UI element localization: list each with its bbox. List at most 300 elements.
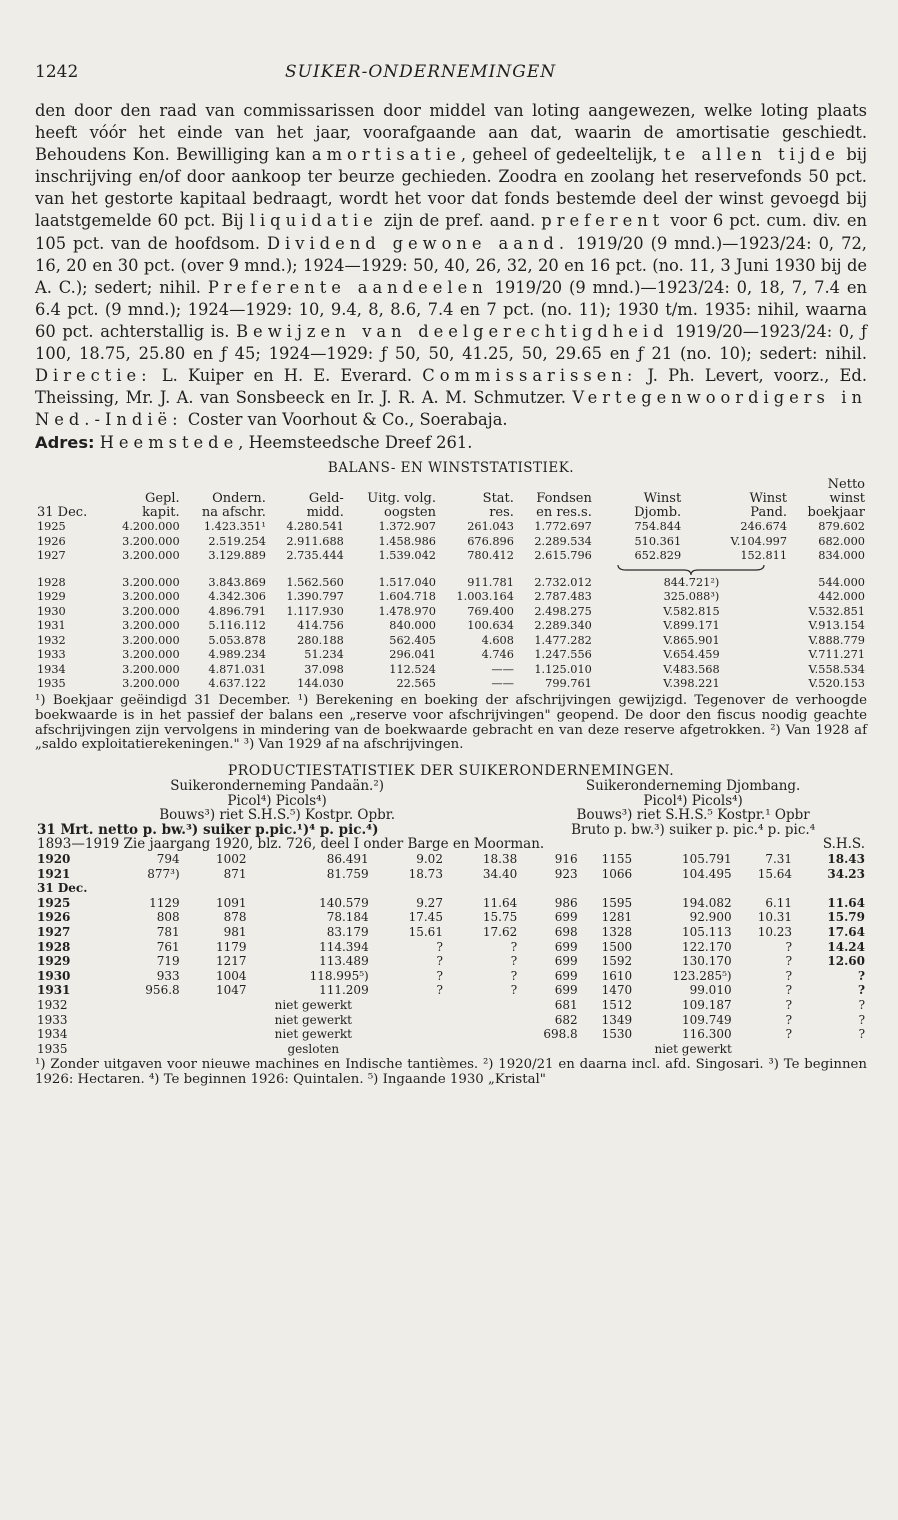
table-cell: 5.116.112 — [208, 619, 266, 633]
year-cell: 1925 — [37, 895, 71, 910]
table-cell: V.888.779 — [808, 633, 865, 647]
brace-row — [35, 564, 867, 576]
table-cell: 15.61 — [408, 925, 443, 940]
table-cell: 1091 — [215, 895, 247, 910]
spaced-text: Commissarissen: — [422, 366, 638, 386]
table-cell: 9.02 — [416, 852, 443, 867]
table-cell: 1155 — [601, 852, 633, 867]
running-title: SUIKER-ONDERNEMINGEN — [285, 62, 557, 82]
table-cell: 808 — [156, 910, 180, 925]
table-cell: 144.030 — [297, 677, 344, 691]
year-cell: 1933 — [37, 1012, 68, 1027]
year-cell: 1926 — [37, 534, 66, 548]
table-cell: 1349 — [601, 1012, 633, 1027]
subheading-right: Suikeronderneming Djombang. — [585, 778, 801, 795]
table-cell: 562.405 — [389, 633, 436, 647]
table-cell: 1.423.351¹ — [203, 520, 266, 534]
table-cell: 761 — [156, 939, 180, 954]
table-cell: V.899.171 — [663, 619, 720, 633]
table-cell: 769.400 — [467, 604, 514, 618]
table-cell: 9.27 — [416, 895, 443, 910]
address-city: Heemstede — [99, 433, 239, 453]
table-cell: 3.843.869 — [208, 575, 266, 589]
table-cell: 12.60 — [827, 954, 865, 969]
table-cell: 4.989.234 — [208, 648, 266, 662]
table-cell: 92.900 — [689, 910, 732, 925]
table-cell: ? — [510, 954, 518, 969]
table-cell: 5.053.878 — [208, 633, 266, 647]
year-cell: 1921 — [37, 866, 71, 881]
table-cell: 1.517.040 — [378, 575, 436, 589]
table-cell: 1.477.282 — [534, 633, 592, 647]
table-cell: 261.043 — [467, 520, 514, 534]
table-cell: V.398.221 — [663, 677, 720, 691]
table-cell: 879.602 — [818, 520, 865, 534]
table-row — [35, 1027, 867, 1042]
table-cell: Ondern. — [212, 491, 266, 507]
table-cell: 1281 — [601, 910, 633, 925]
text-run: L. Kuiper en H. E. Everard. — [151, 366, 423, 386]
table-row — [35, 648, 867, 663]
table-cell: 246.674 — [740, 520, 788, 534]
text-run: 1919/20 (9 mnd.)—1923/24: 0, 72, 16, 20 en 30 pct. (over 9 mnd.); 1924—1929: 50, 40, 26, 32, 20 en 16 pct. (no. 11, 3 Juni 1930 bij de A. C.); sedert; nihil. — [35, 233, 867, 297]
table-cell: 10.23 — [757, 925, 793, 940]
table-cell: 2.735.444 — [286, 549, 344, 563]
table-cell: 1179 — [215, 939, 247, 954]
table-cell: 4.342.306 — [208, 590, 266, 604]
table-cell: V.582.815 — [663, 604, 720, 618]
brace-icon — [616, 564, 766, 576]
table-cell: 100.634 — [467, 619, 514, 633]
table-cell: 2.289.534 — [534, 534, 592, 548]
table-cell: 3.200.000 — [122, 633, 180, 647]
table-cell: 1.117.930 — [286, 604, 344, 618]
table-row — [35, 852, 867, 867]
table-cell: 14.24 — [827, 939, 865, 954]
table-cell: 81.759 — [326, 866, 369, 881]
table-row — [35, 983, 867, 998]
table-cell: ? — [436, 983, 443, 998]
table-cell: 1610 — [601, 968, 633, 983]
table-cell: 1002 — [215, 852, 247, 867]
table-cell: 130.170 — [681, 954, 732, 969]
status-cell: niet gewerkt — [654, 1041, 732, 1056]
table-cell: 799.761 — [545, 677, 592, 691]
table-cell: 676.896 — [467, 534, 514, 548]
text-run: den door den raad van commissarissen door middel van loting aangewezen, welke loting plaats heeft vóór het einde van het jaar, voorafgaande aan dat, waarin de amortisatie geschiedt. Behoudens Kon. Bewilliging kan — [35, 101, 867, 165]
table-row — [35, 535, 867, 550]
year-cell: 1928 — [37, 939, 71, 954]
table-cell: 34.23 — [827, 866, 865, 881]
table-cell: ? — [436, 954, 443, 969]
table-cell: Gepl. — [144, 491, 180, 507]
table-cell: 325.088³) — [663, 590, 720, 604]
table-cell: oogsten — [384, 505, 436, 521]
table-cell: V.913.154 — [808, 619, 865, 633]
table-cell: Stat. — [482, 491, 514, 507]
table-cell: 3.200.000 — [122, 619, 180, 633]
page-number: 1242 — [35, 62, 79, 82]
production-title: PRODUCTIESTATISTIEK DER SUIKERONDERNEMINGEN. — [227, 763, 675, 780]
header-right: Bouws³) riet S.H.S.⁵ Kostpr.¹ Opbr — [576, 807, 810, 824]
table-cell: kapit. — [142, 505, 180, 521]
table-cell: 280.188 — [297, 633, 344, 647]
table-cell: Winst — [643, 491, 682, 507]
table-cell: 1.003.164 — [456, 590, 514, 604]
address-label: Adres: — [35, 433, 95, 453]
year-cell: 1932 — [37, 998, 68, 1012]
table-cell: 981 — [223, 925, 247, 940]
table-cell: V.865.901 — [663, 633, 720, 647]
table-cell: 86.491 — [326, 852, 369, 867]
table-cell: 834.000 — [818, 549, 865, 563]
table-cell: 140.579 — [319, 895, 369, 910]
table-cell: 442.000 — [818, 590, 865, 604]
year-cell: 1920 — [37, 852, 71, 867]
table-cell: ? — [436, 939, 443, 954]
table-cell: 3.200.000 — [122, 677, 180, 691]
year-cell: 1927 — [37, 549, 66, 563]
table-cell: Geld- — [308, 491, 344, 507]
table-cell: 17.64 — [827, 925, 865, 940]
table-cell: 1530 — [601, 1027, 633, 1042]
table-row — [35, 910, 867, 925]
table-cell: ? — [857, 968, 865, 983]
year-cell: 1929 — [37, 954, 71, 969]
year-cell — [35, 492, 104, 506]
table-cell: 844.721²) — [663, 575, 720, 589]
table-cell: 104.495 — [681, 866, 732, 881]
table-cell: 123.285⁵) — [672, 968, 732, 983]
table-cell: 2.787.483 — [534, 590, 592, 604]
table-cell: ? — [510, 983, 518, 998]
table-cell: 34.40 — [482, 866, 518, 881]
table-cell: 1.125.010 — [534, 662, 592, 676]
table-cell: 2.911.688 — [286, 534, 344, 548]
year-cell: 1931 — [37, 619, 66, 633]
table-cell: 4.896.791 — [208, 604, 266, 618]
table-cell: Fondsen — [536, 491, 592, 507]
table-cell: 22.565 — [396, 677, 436, 691]
table-cell: 17.45 — [408, 910, 443, 925]
table-cell: 878 — [223, 910, 247, 925]
table-cell: 719 — [156, 954, 180, 969]
production-footnote: ¹) Zonder uitgaven voor nieuwe machines en Indische tantièmes. ²) 1920/21 en daarna incl. afd. Singosari. ³) Te beginnen 1926: Hectaren. ⁴) Te beginnen 1926: Quintalen. ⁵) Ingaande 1930 „Kristal" — [35, 1057, 867, 1088]
table-cell: 2.289.340 — [534, 619, 592, 633]
table-cell: 699 — [554, 968, 578, 983]
table-cell: —— — [491, 677, 514, 691]
table-cell: 840.000 — [389, 619, 436, 633]
table-cell: 699 — [554, 983, 578, 998]
body-paragraph — [35, 100, 867, 431]
header-cell: Netto — [827, 477, 865, 493]
table-cell: 871 — [223, 866, 247, 881]
table-cell: Winst — [749, 491, 788, 507]
table-cell: 3.200.000 — [122, 604, 180, 618]
table-cell: 18.38 — [482, 852, 518, 867]
table-cell: 18.43 — [827, 852, 865, 867]
table-cell: ? — [858, 1027, 865, 1042]
table-cell: 15.75 — [482, 910, 518, 925]
table-cell: 83.179 — [326, 925, 369, 940]
table-cell: V.483.568 — [663, 662, 720, 676]
production-table — [35, 779, 867, 1056]
table-cell: 699 — [554, 954, 578, 969]
table-cell: 2.498.275 — [534, 604, 592, 618]
table-cell: ? — [785, 954, 793, 969]
text-run: J. Ph. Levert, voorz., Ed. Theissing, Mr. J. A. van Sonsbeeck en Ir. J. R. A. M. Schmutzer. — [35, 366, 867, 408]
spaced-text: preferent — [541, 211, 665, 231]
table-cell: 3.200.000 — [122, 534, 180, 548]
table-cell: 1.390.797 — [286, 590, 344, 604]
table-cell: 194.082 — [681, 895, 732, 910]
table-cell: V.711.271 — [808, 648, 865, 662]
table-cell: V.558.534 — [808, 662, 865, 676]
balance-title: BALANS- EN WINSTSTATISTIEK. — [327, 460, 575, 477]
table-cell: ? — [510, 939, 518, 954]
table-cell: 1.247.556 — [534, 648, 592, 662]
table-cell: 877³) — [147, 866, 180, 881]
table-cell: 699 — [554, 939, 578, 954]
table-cell: 78.184 — [326, 910, 369, 925]
table-row — [35, 677, 867, 692]
table-row — [35, 576, 867, 591]
table-cell: 2.615.796 — [534, 549, 592, 563]
table-cell: 15.64 — [757, 866, 793, 881]
table-cell: 3.200.000 — [122, 575, 180, 589]
year-cell: 1929 — [37, 590, 66, 604]
year-cell: 31 Dec. — [37, 505, 88, 521]
address-line — [35, 433, 867, 452]
early-years-note: 1893—1919 Zie jaargang 1920, blz. 726, deel I onder Barge en Moorman. — [37, 836, 545, 853]
table-cell: 116.300 — [681, 1027, 732, 1042]
table-cell: 11.64 — [827, 895, 865, 910]
year-cell: 1926 — [37, 910, 71, 925]
dec-label: 31 Dec. — [37, 881, 88, 896]
table-cell: 10.31 — [757, 910, 793, 925]
table-cell: V.520.153 — [808, 677, 865, 691]
table-cell: 956.8 — [145, 983, 180, 998]
table-cell: 986 — [554, 895, 578, 910]
table-cell: ? — [785, 998, 793, 1012]
spaced-text: liquidatie — [249, 211, 378, 231]
body-text — [35, 100, 867, 431]
table-cell: 105.791 — [681, 852, 732, 867]
table-cell: 51.234 — [304, 648, 344, 662]
table-cell: 7.31 — [765, 852, 793, 867]
table-cell: V.532.851 — [808, 604, 865, 618]
text-run: 1919/20—1923/24: 0, ƒ 100, 18.75, 25.80 en ƒ 45; 1924—1929: ƒ 50, 50, 41.25, 50, 29.65 en ƒ 21 (no. 10); sedert: nihil. — [35, 321, 867, 364]
table-row — [35, 520, 867, 535]
table-cell: 544.000 — [818, 575, 865, 589]
early-years-end: S.H.S. — [822, 836, 865, 853]
table-cell: 1512 — [601, 998, 633, 1012]
table-cell: V.104.997 — [730, 534, 788, 548]
table-cell: 99.010 — [689, 983, 732, 998]
table-cell: 3.200.000 — [122, 590, 180, 604]
table-cell: 698.8 — [543, 1027, 578, 1042]
picol-right: Picol⁴) Picols⁴) — [643, 792, 743, 809]
table-cell: 3.200.000 — [122, 662, 180, 676]
table-cell: 933 — [156, 968, 180, 983]
table-cell: 681 — [554, 998, 578, 1012]
table-cell: 781 — [156, 925, 180, 940]
table-cell: 4.280.541 — [286, 520, 344, 534]
text-run: voor 6 pct. cum. div. en 105 pct. van de hoofdsom. — [35, 211, 867, 253]
table-cell: 1.562.560 — [286, 575, 344, 589]
year-cell: 1931 — [37, 983, 71, 998]
table-cell: 3.129.889 — [208, 549, 266, 563]
table-cell: 3.200.000 — [122, 549, 180, 563]
table-cell: 4.200.000 — [122, 520, 180, 534]
table-cell: winst — [829, 491, 865, 507]
table-cell: en res.s. — [536, 505, 592, 521]
text-run: bij inschrijving en/of door aankoop ter beurze gechieden. Zoodra en zoolang het reservefonds 50 pct. van het gestorte kapitaal bedraagt, wordt het voor dat fonds bestemde deel der winst gevoegd bij laatstgemelde 60 pct. Bij — [35, 145, 867, 231]
table-row — [35, 634, 867, 649]
subheading-left: Suikeronderneming Pandaän.²) — [170, 778, 385, 795]
spaced-text: Vertegenwoordigers in Ned.-Indië: — [35, 388, 867, 430]
table-cell: niet gewerkt — [274, 1027, 352, 1042]
year-cell: 1935 — [37, 677, 66, 691]
table-cell: 296.041 — [389, 648, 436, 662]
table-cell: ? — [858, 1012, 865, 1027]
table-cell: ? — [785, 939, 793, 954]
table-row — [35, 1042, 867, 1057]
page — [35, 62, 867, 1088]
table-cell: 1.772.697 — [534, 520, 592, 534]
text-run: Coster van Voorhout & Co., Soerabaja. — [182, 410, 508, 430]
table-cell: na afschr. — [201, 505, 266, 521]
balance-footnote: ¹) Boekjaar geëindigd 31 December. ¹) Berekening en boeking der afschrijvingen gewijzigd. Tegenover de verhoogde boekwaarde is in het passief der balans een „reserve voor afschrijvingen" geopend. De door den fiscus noodig geachte afschrijvingen zijn vervolgens in mindering van de boekwaarde gebracht en van deze reserve afgetrokken. ²) Van 1928 af „saldo exploitatierekeningen." ³) Van 1929 af na afschrijvingen. — [35, 692, 867, 753]
table-cell: 2.519.254 — [208, 534, 266, 548]
table-cell: 11.64 — [482, 895, 518, 910]
table-cell: ? — [785, 968, 793, 983]
table-cell: 682.000 — [818, 534, 865, 548]
table-cell: 911.781 — [467, 575, 514, 589]
header2-right: Bruto p. bw.³) suiker p. pic.⁴ p. pic.⁴ — [571, 821, 816, 838]
table-cell: 4.637.122 — [208, 677, 266, 691]
table-cell: 118.995⁵) — [309, 968, 369, 983]
table-cell: 18.73 — [408, 866, 443, 881]
table-cell: Pand. — [750, 505, 788, 521]
year-cell: 1925 — [37, 520, 66, 534]
year-cell: 1927 — [37, 925, 71, 940]
table-cell: boekjaar — [807, 505, 865, 521]
spaced-text: Dividend gewone aand. — [267, 233, 570, 253]
table-cell: 1217 — [215, 954, 247, 969]
table-cell: 2.732.012 — [534, 575, 592, 589]
table-cell: Djomb. — [634, 505, 682, 521]
table-cell: 109.187 — [681, 998, 732, 1012]
table-cell: 113.489 — [319, 954, 369, 969]
year-cell: 1930 — [37, 604, 66, 618]
table-row — [35, 969, 867, 984]
table-cell: 698 — [554, 925, 578, 940]
picol-left: Picol⁴) Picols⁴) — [227, 792, 327, 809]
address-street: , Heemsteedsche Dreef 261. — [238, 433, 473, 453]
table-cell: 1595 — [601, 895, 633, 910]
year-cell: 1932 — [37, 633, 66, 647]
table-cell: 6.11 — [765, 895, 793, 910]
page-header — [35, 62, 867, 92]
table-cell: 414.756 — [297, 619, 344, 633]
table-cell: ? — [785, 1012, 793, 1027]
table-row — [35, 663, 867, 678]
year-cell: 1934 — [37, 1027, 68, 1042]
table-cell: 1500 — [601, 939, 633, 954]
spaced-text: Directie: — [35, 366, 152, 386]
table-cell: 652.829 — [634, 549, 682, 563]
table-cell: ? — [785, 1027, 793, 1042]
table-cell: 152.811 — [740, 549, 788, 563]
table-cell: 1.604.718 — [378, 590, 436, 604]
spaced-text: amortisatie — [311, 145, 461, 165]
table-row — [35, 925, 867, 940]
table-cell: 1.458.986 — [378, 534, 436, 548]
spaced-text: Preferente aandeelen — [207, 277, 488, 297]
table-row — [35, 619, 867, 634]
table-cell: 510.361 — [634, 534, 682, 548]
table-cell: 112.524 — [389, 662, 436, 676]
header2-left: 31 Mrt. netto p. bw.³) suiker p.pic.¹)⁴ p. pic.⁴) — [37, 821, 379, 838]
table-cell: res. — [489, 505, 514, 521]
year-cell: 1930 — [37, 968, 71, 983]
year-cell: 1935 — [37, 1041, 68, 1056]
table-cell: 780.412 — [467, 549, 514, 563]
table-cell: V.654.459 — [663, 648, 720, 662]
table-cell: ? — [510, 968, 518, 983]
year-cell: 1934 — [37, 662, 66, 676]
table-cell: 1.372.907 — [378, 520, 436, 534]
table-cell: 699 — [554, 910, 578, 925]
text-run: , geheel of gedeeltelijk, — [460, 145, 664, 165]
table-cell: 1047 — [215, 983, 247, 998]
table-cell: 1004 — [215, 968, 247, 983]
header-left: Bouws³) riet S.H.S.⁵) Kostpr. Opbr. — [159, 807, 396, 824]
table-row — [35, 954, 867, 969]
table-cell: Uitg. volg. — [367, 491, 436, 507]
table-cell: 15.79 — [827, 910, 865, 925]
table-row — [35, 549, 867, 564]
table-row — [35, 896, 867, 911]
table-cell: 37.098 — [304, 662, 344, 676]
table-cell: 916 — [554, 852, 578, 867]
table-cell: ? — [436, 968, 443, 983]
table-row — [35, 998, 867, 1013]
table-cell: 794 — [156, 852, 180, 867]
table-cell: 122.170 — [681, 939, 732, 954]
year-cell: 1928 — [37, 575, 66, 589]
table-row — [35, 590, 867, 605]
table-cell: 1592 — [601, 954, 633, 969]
year-cell: 1933 — [37, 648, 66, 662]
table-cell: 105.113 — [681, 925, 732, 940]
text-run: zijn de pref. aand. — [377, 211, 542, 231]
table-cell: 682 — [554, 1012, 578, 1027]
table-row — [35, 605, 867, 620]
table-cell: ? — [857, 983, 865, 998]
table-cell: 4.608 — [481, 633, 514, 647]
balance-table — [35, 478, 867, 692]
text-run: 1919/20 (9 mnd.)—1923/24: 0, 18, 7, 7.4 en 6.4 pct. (9 mnd.); 1924—1929: 10, 9.4, 8, 8.6, 7.4 en 7 pct. (no. 11); 1930 t/m. 1935: nihil, waarna 60 pct. achterstallig is. — [35, 277, 867, 341]
table-cell: 1470 — [601, 983, 633, 998]
table-cell: niet gewerkt — [274, 998, 352, 1012]
table-row — [35, 940, 867, 955]
table-cell: 3.200.000 — [122, 648, 180, 662]
table-cell: 923 — [554, 866, 578, 881]
table-row — [35, 867, 867, 882]
table-cell: 17.62 — [482, 925, 518, 940]
